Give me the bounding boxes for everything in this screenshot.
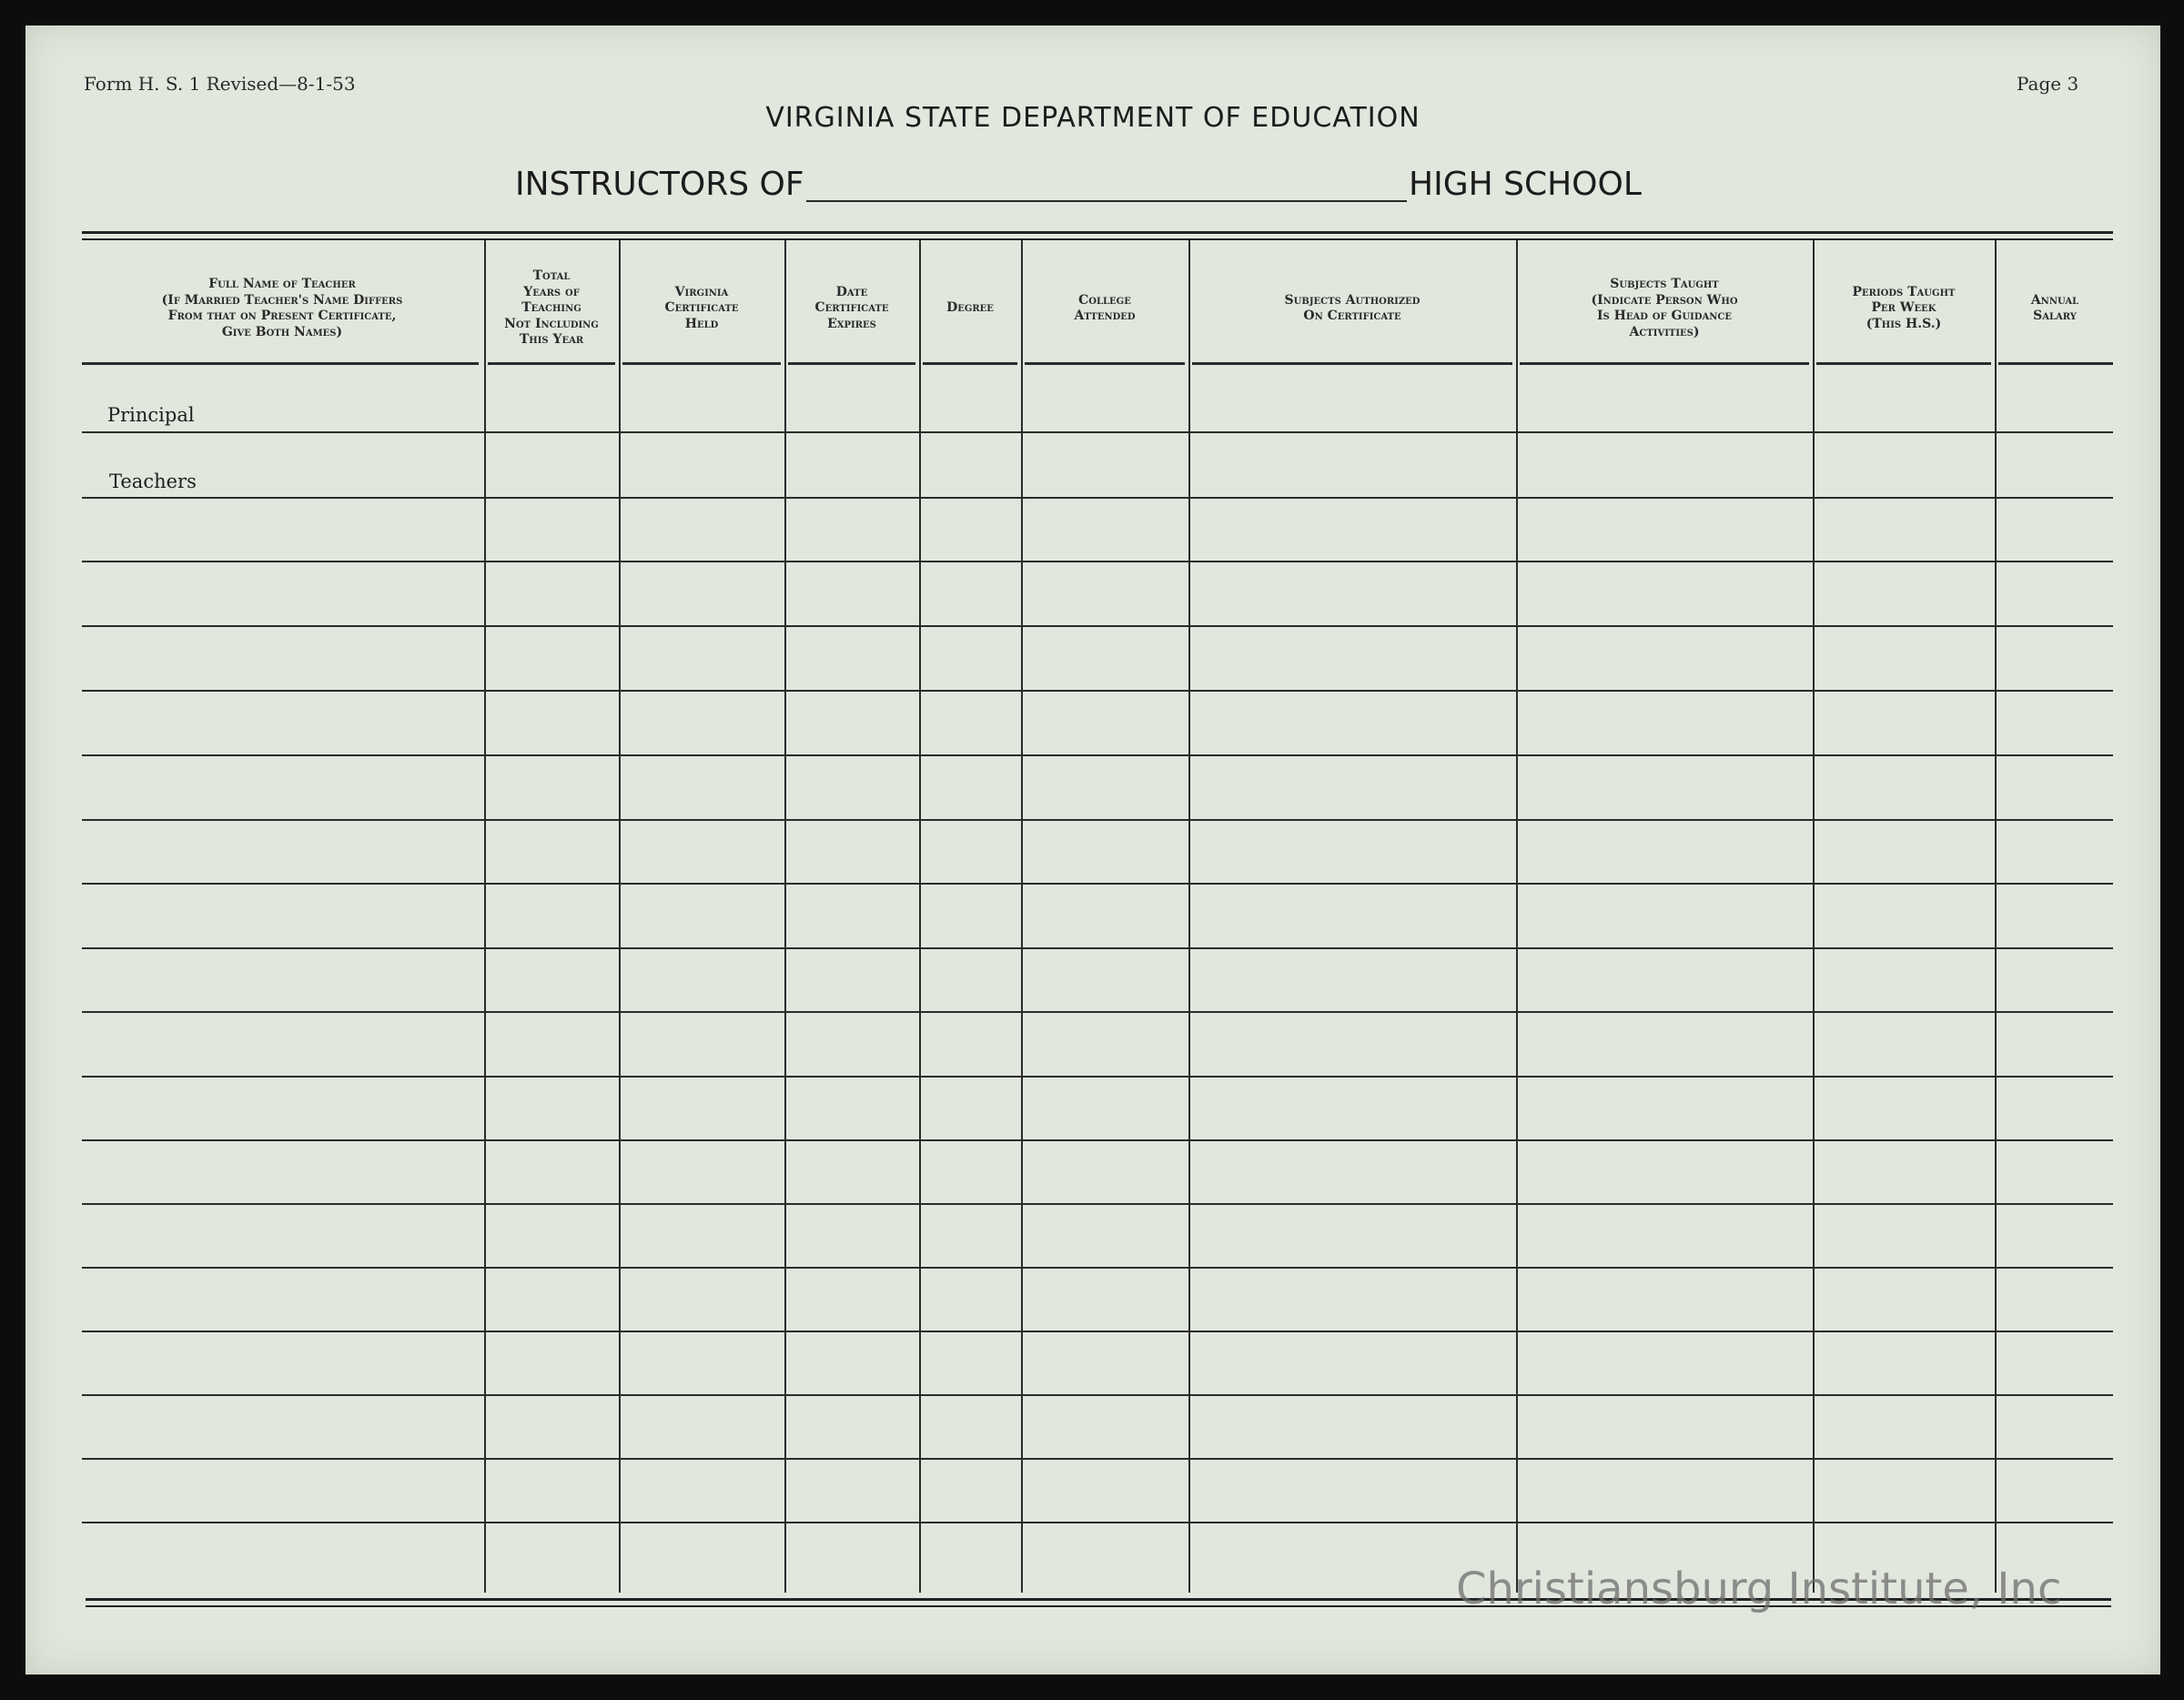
row-line bbox=[82, 1076, 2113, 1078]
row-line bbox=[82, 561, 2113, 562]
column-separator bbox=[1995, 240, 1997, 1593]
instructors-prefix: INSTRUCTORS OF bbox=[515, 166, 804, 203]
row-line bbox=[82, 1458, 2113, 1460]
instructors-suffix: HIGH SCHOOL bbox=[1409, 166, 1642, 203]
column-separator bbox=[784, 240, 786, 1593]
header-rule-top bbox=[82, 231, 2113, 234]
header-underline bbox=[622, 362, 781, 365]
row-line bbox=[82, 690, 2113, 692]
row-line bbox=[82, 625, 2113, 627]
column-separator bbox=[1813, 240, 1815, 1593]
header-underline bbox=[1520, 362, 1809, 365]
col-header-subjects-authorized: Subjects Authorized On Certificate bbox=[1284, 292, 1421, 323]
row-line bbox=[82, 1522, 2113, 1523]
form-code: Form H. S. 1 Revised—8-1-53 bbox=[84, 73, 356, 95]
header-underline bbox=[1816, 362, 1991, 365]
header-underline bbox=[488, 362, 615, 365]
row-line bbox=[82, 754, 2113, 756]
col-header-degree: Degree bbox=[946, 300, 994, 316]
column-separator bbox=[919, 240, 921, 1593]
col-header-certificate-held: Virginia Certificate Held bbox=[664, 284, 739, 331]
col-header-years-teaching: Total Years of Teaching Not Including This Year bbox=[504, 268, 599, 348]
row-line bbox=[82, 497, 2113, 499]
row-line bbox=[82, 1139, 2113, 1141]
department-title: VIRGINIA STATE DEPARTMENT OF EDUCATION bbox=[765, 102, 1421, 134]
header-underline bbox=[923, 362, 1017, 365]
row-line bbox=[82, 1203, 2113, 1205]
column-separator bbox=[1516, 240, 1518, 1593]
form-paper bbox=[25, 25, 2160, 1675]
instructors-table bbox=[82, 240, 2113, 1593]
row-line bbox=[82, 431, 2113, 433]
header-underline bbox=[788, 362, 915, 365]
header-underline bbox=[1192, 362, 1512, 365]
row-line bbox=[82, 1331, 2113, 1332]
watermark: Christiansburg Institute, Inc bbox=[1456, 1563, 2062, 1614]
row-line bbox=[82, 1267, 2113, 1269]
row-line bbox=[82, 883, 2113, 885]
col-header-teacher-name: Full Name of Teacher (If Married Teacher's Name Differs From that on Present Certificate, Give Both Names) bbox=[161, 277, 403, 339]
row-line bbox=[82, 819, 2113, 821]
header-underline bbox=[1025, 362, 1185, 365]
column-separator bbox=[484, 240, 486, 1593]
col-header-annual-salary: Annual Salary bbox=[2030, 292, 2079, 323]
col-header-periods-per-week: Periods Taught Per Week (This H.S.) bbox=[1852, 284, 1956, 331]
row-label-principal: Principal bbox=[107, 404, 195, 426]
instructors-title bbox=[25, 155, 2160, 209]
column-separator bbox=[1021, 240, 1023, 1593]
row-line bbox=[82, 1394, 2113, 1396]
header-underline bbox=[1998, 362, 2113, 365]
header-underline bbox=[82, 362, 479, 365]
school-name-blank bbox=[806, 200, 1407, 202]
col-header-subjects-taught: Subjects Taught (Indicate Person Who Is Head of Guidance Activities) bbox=[1591, 277, 1738, 339]
row-line bbox=[82, 947, 2113, 949]
row-line bbox=[82, 1011, 2113, 1013]
col-header-college: College Attended bbox=[1074, 292, 1136, 323]
col-header-certificate-expires: Date Certificate Expires bbox=[814, 284, 889, 331]
page-number: Page 3 bbox=[2017, 73, 2079, 95]
row-label-teachers: Teachers bbox=[109, 471, 197, 492]
column-separator bbox=[1188, 240, 1190, 1593]
column-separator bbox=[619, 240, 621, 1593]
